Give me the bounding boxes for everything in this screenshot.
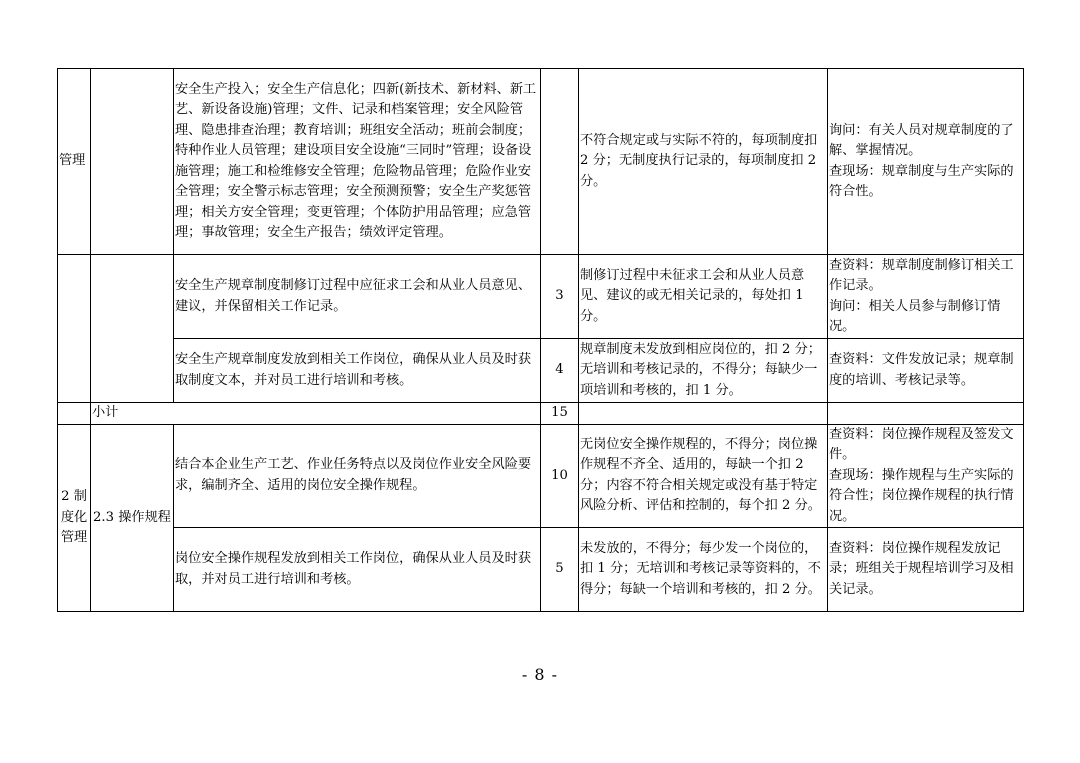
category-cell: 管理	[58, 69, 91, 255]
subtotal-row	[58, 403, 1024, 425]
method-cell: 查资料：岗位操作规程及签发文件。 查现场：操作规程与生产实际的符合性；岗位操作规程的执行情况。	[828, 424, 1024, 528]
deduction-cell: 无岗位安全操作规程的，不得分；岗位操作规程不齐全、适用的，每缺一个扣 2 分；内容不符合相关规定或没有基于特定风险分析、评估和控制的，每个扣 2 分。	[579, 424, 828, 528]
page-number: - 8 -	[521, 665, 559, 684]
table-row	[58, 528, 1024, 612]
score-cell: 3	[541, 255, 579, 339]
score-cell: 4	[541, 339, 579, 403]
method-cell: 查资料：规章制度制修订相关工作记录。 询问：相关人员参与制修订情况。	[828, 255, 1024, 339]
table-row	[58, 255, 1024, 339]
subtotal-score: 15	[541, 403, 579, 425]
evaluation-table	[57, 68, 1024, 612]
deduction-cell: 规章制度未发放到相应岗位的，扣 2 分；无培训和考核记录的，不得分；每缺少一项培训和考核的，扣 1 分。	[579, 339, 828, 403]
deduction-cell: 不符合规定或与实际不符的，每项制度扣 2 分；无制度执行记录的，每项制度扣 2 分。	[579, 69, 828, 255]
content-cell: 岗位安全操作规程发放到相关工作岗位，确保从业人员及时获取，并对员工进行培训和考核。	[174, 528, 541, 612]
item-cell	[91, 255, 174, 403]
content-cell: 结合本企业生产工艺、作业任务特点以及岗位作业安全风险要求，编制齐全、适用的岗位安全操作规程。	[174, 424, 541, 528]
table-row	[58, 339, 1024, 403]
method-cell	[828, 403, 1024, 425]
item-cell	[91, 69, 174, 255]
score-cell	[541, 69, 579, 255]
content-cell: 安全生产投入；安全生产信息化；四新(新技术、新材料、新工艺、新设备设施)管理；文件、记录和档案管理；安全风险管理、隐患排查治理；教育培训；班组安全活动；班前会制度；特种作业人员管理；建设项目安全设施“三同时”管理；设备设施管理；施工和检维修安全管理；危险物品管理；危险作业安全管理；安全警示标志管理；安全预测预警；安全生产奖惩管理；相关方安全管理；变更管理；个体防护用品管理；应急管理；事故管理；安全生产报告；绩效评定管理。	[174, 69, 541, 255]
category-cell	[58, 255, 91, 403]
method-cell: 查资料：岗位操作规程发放记录；班组关于规程培训学习及相关记录。	[828, 528, 1024, 612]
category-cell: 2 制度化管理	[58, 424, 91, 612]
method-cell: 查资料：文件发放记录；规章制度的培训、考核记录等。	[828, 339, 1024, 403]
deduction-cell: 未发放的，不得分；每少发一个岗位的，扣 1 分；无培训和考核记录等资料的，不得分；每缺一个培训和考核的，扣 2 分。	[579, 528, 828, 612]
table-row	[58, 69, 1024, 255]
deduction-cell: 制修订过程中未征求工会和从业人员意见、建议的或无相关记录的，每处扣 1 分。	[579, 255, 828, 339]
item-cell: 2.3 操作规程	[91, 424, 174, 612]
score-cell: 5	[541, 528, 579, 612]
content-cell: 安全生产规章制度发放到相关工作岗位，确保从业人员及时获取制度文本，并对员工进行培训和考核。	[174, 339, 541, 403]
method-cell: 询问：有关人员对规章制度的了解、掌握情况。 查现场：规章制度与生产实际的符合性。	[828, 69, 1024, 255]
subtotal-label: 小计	[91, 403, 541, 425]
table-row	[58, 424, 1024, 528]
category-cell	[58, 403, 91, 425]
content-cell: 安全生产规章制度制修订过程中应征求工会和从业人员意见、建议，并保留相关工作记录。	[174, 255, 541, 339]
score-cell: 10	[541, 424, 579, 528]
deduction-cell	[579, 403, 828, 425]
